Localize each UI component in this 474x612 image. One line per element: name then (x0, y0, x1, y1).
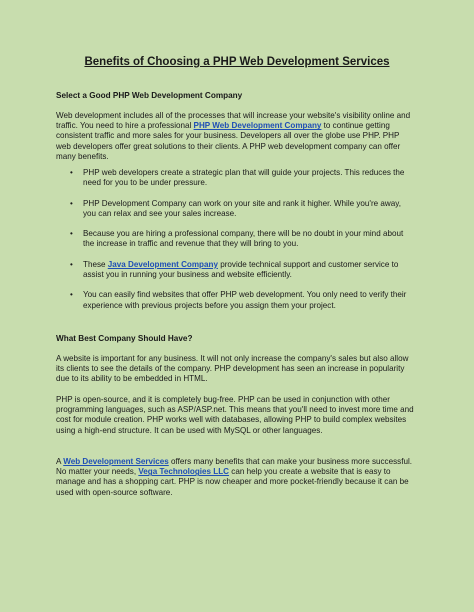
bullet-icon: • (70, 198, 73, 208)
list-item-text: Because you are hiring a professional company, there will be no doubt in your mind about the increase in traffic and revenue that they will bring to you. (83, 229, 404, 249)
bullet-icon: • (70, 290, 73, 300)
list-item (56, 199, 416, 219)
bullet-icon: • (70, 229, 73, 239)
java-development-company-link[interactable]: Java Development Company (107, 259, 218, 269)
list-item (56, 290, 416, 310)
para4-text-3: can help you create a website that is easy to manage and has a shopping cart. PHP is now cheaper and more pocket-friendly because it can be used with open-source software. (56, 467, 409, 497)
intro-text-end: to continue getting consistent traffic and more sales for your business. Developers all over the globe use PHP. PHP web developers offer great solutions to their clients. A PHP web development company can offer many benefits. (56, 121, 401, 161)
para4-text-2: offers many benefits that can make your business more successful. No matter your needs, (56, 457, 412, 477)
paragraph-website-importance: A website is important for any business. It will not only increase the company's sales but also allow its clients to see the details of the company. PHP development has seen an increase in popularity due to its ability to be embedded in HTML. (56, 354, 409, 384)
para4-text-1: A (56, 457, 64, 466)
web-development-services-link[interactable]: Web Development Services (63, 457, 169, 466)
paragraph-web-development-services (56, 457, 416, 498)
list-item (56, 260, 416, 280)
list-item-text-start: These (83, 259, 108, 269)
section-heading-best-company: What Best Company Should Have? (56, 334, 193, 343)
vega-technologies-link[interactable]: Vega Technologies LLC (138, 467, 230, 477)
intro-text-start: Web development includes all of the processes that will increase your website's visibility online and traffic. You need to hire a professional (56, 111, 411, 131)
paragraph-php-open-source: PHP is open-source, and it is completely bug-free. PHP can be used in conjunction with other programming languages, such as ASP/ASP.net. This means that you'll need to invest more time and cost for module creation. PHP works well with databases, allowing PHP to build complex websites using a high-end structure. It can be used with MySQL or other languages. (56, 395, 414, 435)
list-item (56, 168, 416, 188)
bullet-icon: • (70, 259, 73, 269)
benefits-list (56, 168, 416, 321)
list-item-text: PHP web developers create a strategic plan that will guide your projects. This reduces the need for you to be under pressure. (83, 168, 405, 188)
document-title: Benefits of Choosing a PHP Web Development Services (84, 56, 390, 68)
bullet-icon: • (70, 168, 73, 177)
list-item (56, 229, 416, 249)
list-item-text: PHP Development Company can work on your site and rank it higher. While you're away, you can relax and see your sales increase. (83, 198, 401, 218)
intro-paragraph (56, 111, 416, 162)
php-web-development-company-link[interactable]: PHP Web Development Company (193, 121, 322, 131)
list-item-text-end: provide technical support and customer service to assist you in running your business and website efficiently. (83, 259, 399, 279)
section-heading-select-company: Select a Good PHP Web Development Company (56, 91, 243, 100)
list-item-text: You can easily find websites that offer PHP web development. You only need to verify their experience with previous projects before you assign them your project. (83, 290, 407, 310)
